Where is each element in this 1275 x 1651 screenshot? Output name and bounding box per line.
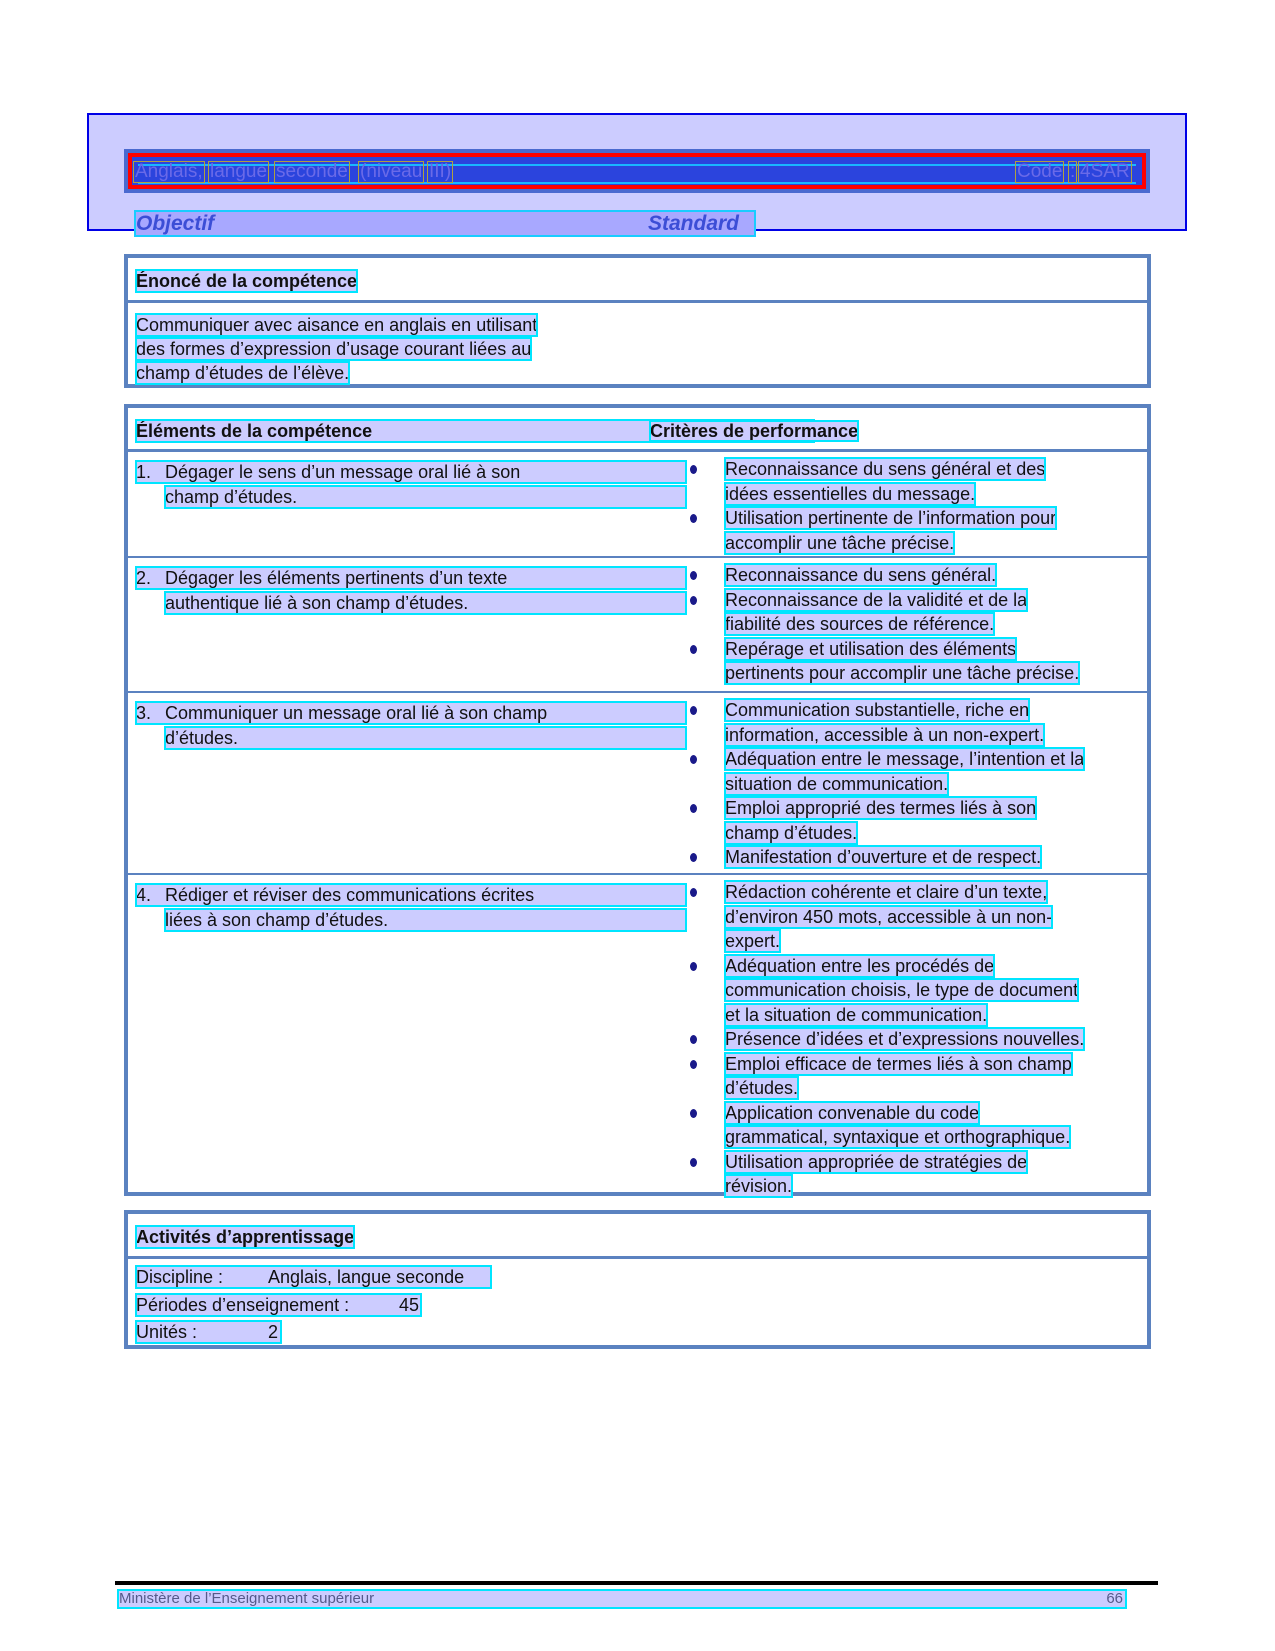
criterion-line: idées essentielles du message. <box>725 483 976 504</box>
criterion-line: Présence d’idées et d’expressions nouvelles. <box>725 1029 1085 1049</box>
criterion-line: grammatical, syntaxique et orthographique. <box>725 1127 1071 1147</box>
criterion-line: champ d’études. <box>725 822 858 843</box>
criterion-line: communication choisis, le type de document <box>725 980 1079 1000</box>
code-label: Code <box>1017 161 1063 182</box>
criteria-column-title-text: Critères de performance <box>650 421 859 441</box>
criterion-line: Communication substantielle, riche en <box>725 700 1030 720</box>
bullet-icon <box>690 804 697 813</box>
criterion-line: Reconnaissance de la validité et de la <box>725 589 1028 610</box>
element-text: Communiquer un message oral lié à son champ <box>165 703 548 723</box>
bullet-icon <box>690 514 697 523</box>
criterion-line: et la situation de communication. <box>725 1004 988 1025</box>
periodes-row <box>136 1294 421 1316</box>
title-word: (niveau <box>360 161 423 182</box>
footer <box>119 1591 1125 1607</box>
criterion-line: d’études. <box>725 1078 799 1098</box>
elements-column-title: Éléments de la compétence <box>136 420 814 442</box>
bullet-icon <box>690 645 697 654</box>
unites-row <box>136 1321 281 1343</box>
unites-value: 2 <box>268 1322 279 1342</box>
periodes-label: Périodes d’enseignement : <box>136 1295 350 1315</box>
bullet-icon <box>690 1109 697 1118</box>
criterion-line: Adéquation entre le message, l’intention et la <box>725 749 1085 769</box>
periodes-value: 45 <box>399 1295 420 1315</box>
criterion-line: information, accessible à un non-expert. <box>725 724 1045 745</box>
criterion-line: Utilisation appropriée de stratégies de <box>725 1151 1028 1172</box>
element-text: Dégager le sens d’un message oral lié à son <box>165 462 521 482</box>
objectif-standard-line <box>136 212 754 235</box>
criterion-line: Emploi approprié des termes liés à son <box>725 798 1037 818</box>
discipline-row <box>136 1266 491 1288</box>
bullet-icon <box>690 1060 697 1069</box>
elements-section <box>124 404 1151 1196</box>
criteria-column-title <box>650 420 858 442</box>
activites-section <box>124 1210 1151 1349</box>
enonce-section <box>124 254 1151 388</box>
criterion-line: Reconnaissance du sens général et des <box>725 459 1046 479</box>
element-number: 2. <box>136 567 686 589</box>
bullet-icon <box>690 596 697 605</box>
footer-rule <box>115 1581 1158 1585</box>
competence-row <box>128 558 1147 693</box>
criterion-line: Utilisation pertinente de l’information pour <box>725 508 1057 528</box>
title-word: Anglais, <box>135 161 203 182</box>
bullet-icon <box>690 571 697 580</box>
bullet-icon <box>690 706 697 715</box>
element-text: Dégager les éléments pertinents d’un texte <box>165 568 508 588</box>
course-title-bar <box>124 149 1150 193</box>
enonce-line: des formes d’expression d’usage courant liées au <box>136 339 532 359</box>
title-word: III) <box>429 161 452 182</box>
criterion-line: Repérage et utilisation des éléments <box>725 638 1017 659</box>
criterion-line: pertinents pour accomplir une tâche précise. <box>725 663 1080 683</box>
criterion-line: situation de communication. <box>725 773 949 794</box>
element-text: champ d’études. <box>165 486 686 508</box>
unites-label: Unités : <box>136 1322 198 1342</box>
objectif-label: Objectif <box>136 212 215 235</box>
code-value: 4SAR <box>1080 161 1130 182</box>
footer-ministry: Ministère de l’Enseignement supérieur <box>119 1590 375 1607</box>
enonce-line: Communiquer avec aisance en anglais en utilisant <box>136 315 538 335</box>
criterion-line: fiabilité des sources de référence. <box>725 614 995 634</box>
element-text: authentique lié à son champ d’études. <box>165 592 686 614</box>
element-text: Rédiger et réviser des communications écrites <box>165 885 535 905</box>
criterion-line: Adéquation entre les procédés de <box>725 955 995 976</box>
criterion-line: Manifestation d’ouverture et de respect. <box>725 847 1042 867</box>
element-text: liées à son champ d’études. <box>165 909 686 931</box>
element-number: 4. <box>136 884 686 906</box>
criterion-line: accomplir une tâche précise. <box>725 532 955 553</box>
criterion-line: d’environ 450 mots, accessible à un non- <box>725 906 1053 927</box>
bullet-icon <box>690 1158 697 1167</box>
enonce-title: Énoncé de la compétence <box>136 271 358 291</box>
page-number: 66 <box>1106 1590 1123 1607</box>
standard-label: Standard <box>648 212 740 235</box>
discipline-value: Anglais, langue seconde <box>268 1267 465 1287</box>
bullet-icon <box>690 853 697 862</box>
criterion-line: Reconnaissance du sens général. <box>725 565 997 585</box>
bullet-icon <box>690 1035 697 1044</box>
competence-row <box>128 693 1147 875</box>
criterion-line: expert. <box>725 931 781 951</box>
discipline-label: Discipline : <box>136 1267 224 1287</box>
enonce-line: champ d’études de l’élève. <box>136 363 350 383</box>
activites-title: Activités d’apprentissage <box>136 1227 355 1247</box>
bullet-icon <box>690 755 697 764</box>
criterion-line: révision. <box>725 1176 793 1196</box>
bullet-icon <box>690 888 697 897</box>
element-number: 1. <box>136 461 686 483</box>
criterion-line: Application convenable du code <box>725 1102 980 1123</box>
bullet-icon <box>690 962 697 971</box>
competence-row <box>128 875 1147 1205</box>
title-word: seconde <box>276 161 348 182</box>
code-colon: : <box>1070 161 1076 182</box>
competence-row <box>128 452 1147 558</box>
title-word: langue <box>210 161 268 182</box>
criterion-line: Emploi efficace de termes liés à son champ <box>725 1053 1072 1074</box>
element-number: 3. <box>136 702 686 724</box>
element-text: d’études. <box>165 727 686 749</box>
criterion-line: Rédaction cohérente et claire d’un texte, <box>725 882 1048 902</box>
bullet-icon <box>690 465 697 474</box>
